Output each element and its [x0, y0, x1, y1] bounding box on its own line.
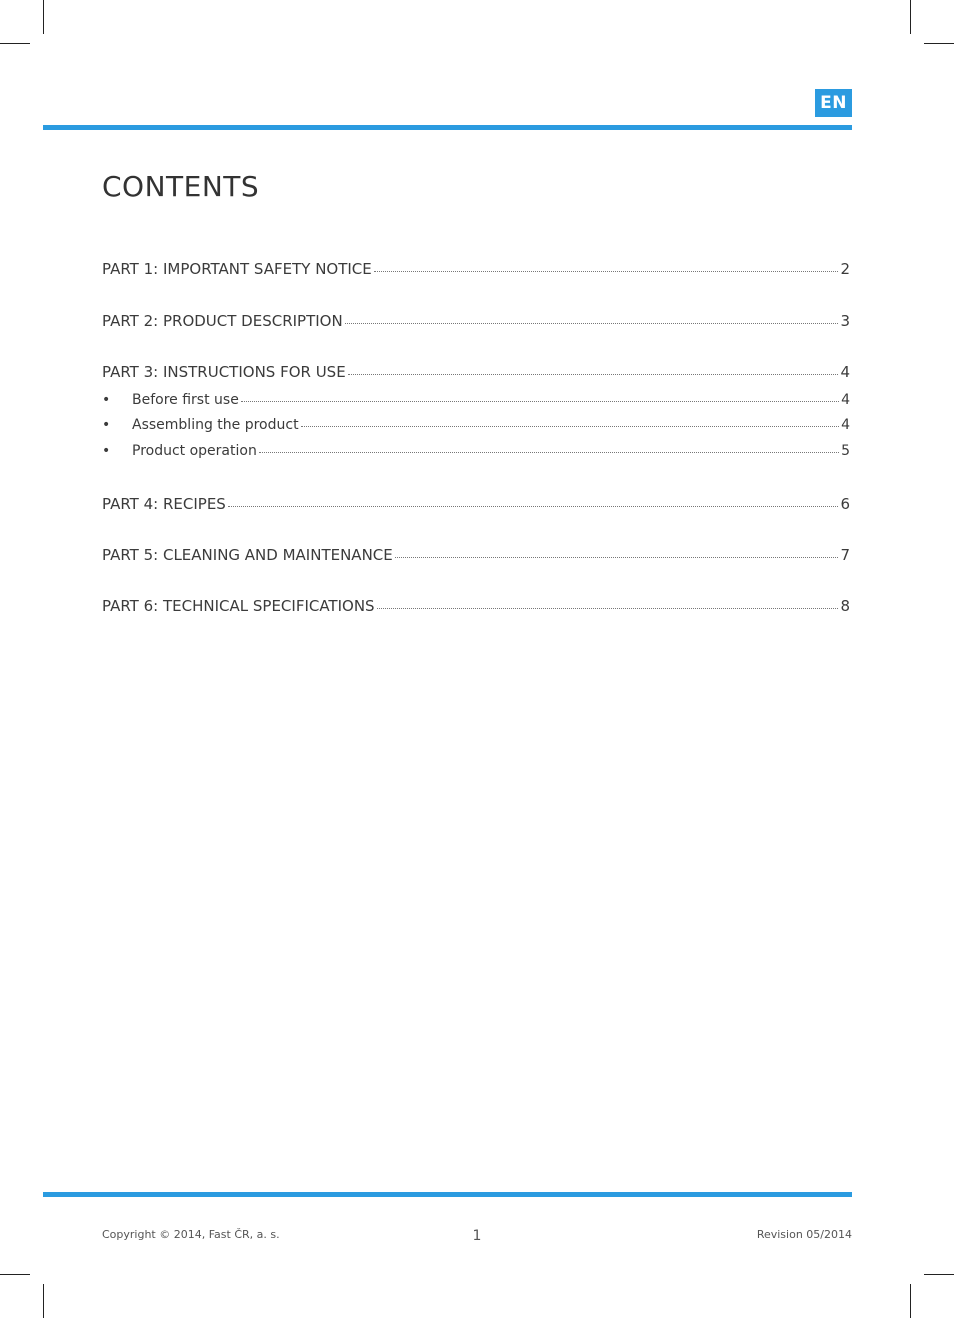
toc-entry-page: 7	[840, 546, 850, 564]
dot-leader	[228, 505, 839, 507]
footer-page-number: 1	[472, 1228, 482, 1244]
toc-entry-label: PART 1: IMPORTANT SAFETY NOTICE	[102, 260, 372, 278]
footer-revision: Revision 05/2014	[756, 1228, 852, 1241]
dot-leader	[241, 400, 839, 402]
crop-mark	[910, 0, 911, 34]
dot-leader	[259, 451, 839, 453]
toc-entry-label: PART 2: PRODUCT DESCRIPTION	[102, 312, 343, 330]
toc-entry-label: PART 6: TECHNICAL SPECIFICATIONS	[102, 597, 375, 615]
toc-entry-label: PART 5: CLEANING AND MAINTENANCE	[102, 546, 393, 564]
language-badge: EN	[815, 89, 852, 117]
bullet-icon: •	[102, 392, 111, 408]
dot-leader	[374, 270, 839, 272]
crop-mark	[0, 1274, 30, 1275]
dot-leader	[345, 322, 839, 324]
footer-copyright: Copyright © 2014, Fast ČR, a. s.	[102, 1228, 280, 1241]
toc-entry-product-operation[interactable]	[102, 443, 850, 459]
dot-leader	[301, 425, 840, 427]
dot-leader	[395, 556, 839, 558]
toc-entry-page: 4	[841, 392, 850, 408]
crop-mark	[0, 43, 30, 44]
toc-entry-part-6[interactable]	[102, 597, 850, 615]
toc-entry-page: 5	[841, 443, 850, 459]
crop-mark	[43, 1284, 44, 1318]
toc-entry-label: Product operation	[132, 443, 257, 459]
toc-entry-label: PART 3: INSTRUCTIONS FOR USE	[102, 363, 346, 381]
toc-entry-assembling[interactable]	[102, 417, 850, 433]
toc-entry-part-1[interactable]	[102, 260, 850, 278]
page-title: CONTENTS	[102, 170, 260, 203]
toc-entry-part-3[interactable]	[102, 363, 850, 381]
toc-entry-before-first-use[interactable]	[102, 392, 850, 408]
crop-mark	[910, 1284, 911, 1318]
dot-leader	[348, 373, 839, 375]
toc-entry-page: 4	[840, 363, 850, 381]
toc-entry-part-5[interactable]	[102, 546, 850, 564]
toc-entry-page: 8	[840, 597, 850, 615]
bullet-icon: •	[102, 443, 111, 459]
dot-leader	[377, 607, 839, 609]
toc-entry-part-2[interactable]	[102, 312, 850, 330]
toc-entry-page: 4	[841, 417, 850, 433]
toc-entry-part-4[interactable]	[102, 495, 850, 513]
footer-rule	[43, 1192, 852, 1197]
toc-entry-page: 3	[840, 312, 850, 330]
crop-mark	[924, 43, 954, 44]
crop-mark	[43, 0, 44, 34]
header-rule	[43, 125, 852, 130]
toc-entry-label: Before first use	[132, 392, 239, 408]
bullet-icon: •	[102, 417, 111, 433]
toc-entry-page: 2	[840, 260, 850, 278]
toc-entry-page: 6	[840, 495, 850, 513]
crop-mark	[924, 1274, 954, 1275]
toc-entry-label: PART 4: RECIPES	[102, 495, 226, 513]
toc-entry-label: Assembling the product	[132, 417, 299, 433]
